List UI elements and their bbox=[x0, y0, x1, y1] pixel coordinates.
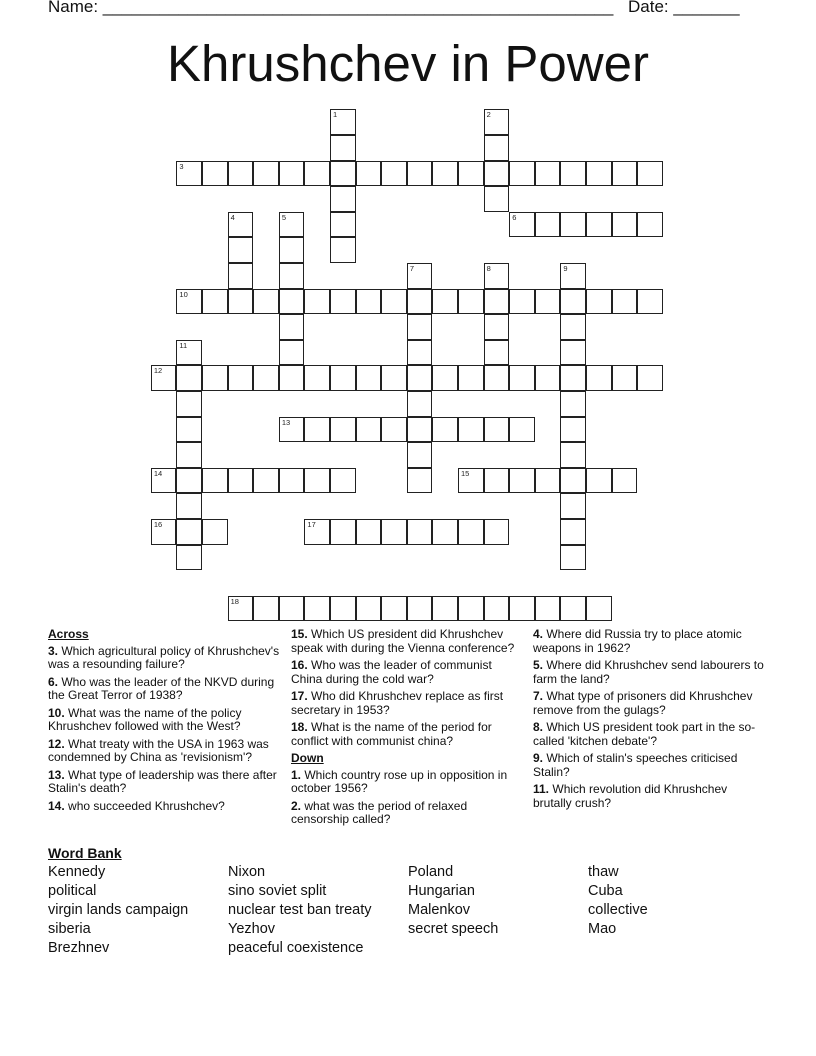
grid-cell[interactable] bbox=[612, 289, 638, 315]
word-bank-item: secret speech bbox=[408, 921, 499, 937]
grid-cell[interactable] bbox=[535, 596, 561, 622]
word-bank-item: thaw bbox=[588, 864, 619, 880]
grid-cell[interactable] bbox=[304, 365, 330, 391]
word-bank-item: Mao bbox=[588, 921, 617, 937]
grid-cell[interactable] bbox=[560, 545, 586, 571]
grid-cell[interactable] bbox=[586, 212, 612, 238]
grid-cell[interactable] bbox=[279, 340, 305, 366]
grid-cell[interactable] bbox=[560, 519, 586, 545]
word-bank-heading: Word Bank bbox=[48, 845, 122, 861]
grid-cell[interactable] bbox=[560, 468, 586, 494]
grid-cell[interactable] bbox=[253, 365, 279, 391]
grid-cell[interactable] bbox=[381, 365, 407, 391]
grid-cell[interactable] bbox=[612, 365, 638, 391]
grid-cell[interactable] bbox=[458, 289, 484, 315]
grid-cell[interactable] bbox=[176, 365, 202, 391]
clue-number: 10 bbox=[179, 289, 188, 299]
word-bank-item: Cuba bbox=[588, 883, 623, 899]
grid-cell[interactable] bbox=[458, 519, 484, 545]
grid-cell[interactable] bbox=[151, 519, 177, 545]
grid-cell[interactable] bbox=[202, 468, 228, 494]
grid-cell[interactable] bbox=[176, 391, 202, 417]
word-bank-column-4 bbox=[588, 863, 648, 939]
clue-number: 2 bbox=[486, 110, 491, 120]
grid-cell[interactable] bbox=[330, 161, 356, 187]
grid-cell[interactable] bbox=[228, 237, 254, 263]
grid-cell[interactable] bbox=[560, 289, 586, 315]
grid-cell[interactable] bbox=[407, 365, 433, 391]
grid-cell[interactable] bbox=[484, 161, 510, 187]
grid-cell[interactable] bbox=[279, 289, 305, 315]
grid-cell[interactable] bbox=[535, 365, 561, 391]
word-bank-column-2 bbox=[228, 863, 371, 958]
grid-cell[interactable] bbox=[304, 161, 330, 187]
grid-cell[interactable] bbox=[484, 340, 510, 366]
grid-cell[interactable] bbox=[535, 212, 561, 238]
clue-number: 16 bbox=[153, 519, 163, 529]
grid-cell[interactable] bbox=[176, 545, 202, 571]
grid-cell[interactable] bbox=[484, 417, 510, 443]
grid-cell[interactable] bbox=[407, 442, 433, 468]
grid-cell[interactable] bbox=[253, 596, 279, 622]
grid-cell[interactable] bbox=[330, 212, 356, 238]
grid-cell[interactable] bbox=[560, 161, 586, 187]
grid-cell[interactable] bbox=[228, 468, 254, 494]
clues-column-2 bbox=[291, 628, 523, 831]
grid-cell[interactable] bbox=[458, 417, 484, 443]
clue-number: 11 bbox=[179, 340, 188, 350]
grid-cell[interactable] bbox=[279, 263, 305, 289]
grid-cell[interactable] bbox=[407, 417, 433, 443]
grid-cell[interactable] bbox=[304, 417, 330, 443]
grid-cell[interactable] bbox=[509, 161, 535, 187]
grid-cell[interactable] bbox=[330, 237, 356, 263]
grid-cell[interactable] bbox=[176, 161, 202, 187]
grid-cell[interactable] bbox=[356, 365, 382, 391]
clue-number: 14 bbox=[153, 468, 163, 478]
grid-cell[interactable] bbox=[458, 161, 484, 187]
grid-cell[interactable] bbox=[432, 417, 458, 443]
clue-across-17: 17. Who did Khrushchev replace as first secretary in 1953? bbox=[291, 689, 504, 717]
grid-cell[interactable] bbox=[586, 468, 612, 494]
grid-cell[interactable] bbox=[228, 161, 254, 187]
word-bank-item: Malenkov bbox=[408, 902, 471, 918]
clue-number: 6 bbox=[512, 212, 517, 222]
grid-cell[interactable] bbox=[202, 289, 228, 315]
grid-cell[interactable] bbox=[560, 417, 586, 443]
grid-cell[interactable] bbox=[330, 417, 356, 443]
word-bank-item: Nixon bbox=[228, 864, 266, 880]
grid-cell[interactable] bbox=[560, 314, 586, 340]
grid-cell[interactable] bbox=[407, 161, 433, 187]
grid-cell[interactable] bbox=[151, 365, 177, 391]
grid-cell[interactable] bbox=[484, 109, 510, 135]
grid-cell[interactable] bbox=[381, 519, 407, 545]
word-bank-item: virgin lands campaign bbox=[48, 902, 189, 918]
grid-cell[interactable] bbox=[330, 365, 356, 391]
clue-number: 7 bbox=[409, 263, 414, 273]
grid-cell[interactable] bbox=[202, 519, 228, 545]
grid-cell[interactable] bbox=[560, 596, 586, 622]
grid-cell[interactable] bbox=[279, 161, 305, 187]
clue-number: 1 bbox=[333, 110, 338, 120]
grid-cell[interactable] bbox=[228, 596, 254, 622]
grid-cell[interactable] bbox=[356, 289, 382, 315]
grid-cell[interactable] bbox=[484, 519, 510, 545]
grid-cell[interactable] bbox=[330, 519, 356, 545]
grid-cell[interactable] bbox=[535, 289, 561, 315]
clue-across-6: 6. Who was the leader of the NKVD during the Great Terror of 1938? bbox=[48, 674, 275, 702]
grid-cell[interactable] bbox=[253, 468, 279, 494]
grid-cell[interactable] bbox=[381, 596, 407, 622]
grid-cell[interactable] bbox=[637, 365, 663, 391]
grid-cell[interactable] bbox=[484, 263, 510, 289]
down-heading: Down bbox=[291, 751, 324, 765]
clue-number: 18 bbox=[230, 596, 239, 606]
clue-down-2: 2. what was the period of relaxed censorship called? bbox=[291, 798, 468, 826]
clue-across-3: 3. Which agricultural policy of Khrushchev's was a resounding failure? bbox=[48, 643, 280, 671]
grid-cell[interactable] bbox=[407, 468, 433, 494]
grid-cell[interactable] bbox=[356, 161, 382, 187]
grid-cell[interactable] bbox=[458, 365, 484, 391]
clue-across-12: 12. What treaty with the USA in 1963 was condemned by China as 'revisionism'? bbox=[48, 736, 269, 764]
clue-number: 8 bbox=[486, 263, 491, 273]
word-bank-item: sino soviet split bbox=[228, 883, 327, 899]
clue-down-9: 9. Which of stalin's speeches criticised Stalin? bbox=[533, 751, 738, 779]
clue-number: 9 bbox=[563, 263, 568, 273]
grid-cell[interactable] bbox=[560, 391, 586, 417]
clue-across-16: 16. Who was the leader of communist China during the cold war? bbox=[291, 658, 492, 686]
grid-cell[interactable] bbox=[484, 596, 510, 622]
grid-cell[interactable] bbox=[228, 263, 254, 289]
grid-cell[interactable] bbox=[279, 237, 305, 263]
grid-cell[interactable] bbox=[176, 417, 202, 443]
grid-cell[interactable] bbox=[535, 161, 561, 187]
grid-cell[interactable] bbox=[484, 468, 510, 494]
grid-cell[interactable] bbox=[637, 212, 663, 238]
clue-down-1: 1. Which country rose up in opposition in october 1956? bbox=[291, 767, 508, 795]
clue-across-14: 14. who succeeded Khrushchev? bbox=[48, 798, 225, 813]
grid-cell[interactable] bbox=[560, 365, 586, 391]
clue-number: 17 bbox=[307, 519, 316, 529]
grid-cell[interactable] bbox=[458, 468, 484, 494]
grid-cell[interactable] bbox=[586, 596, 612, 622]
word-bank-column-1 bbox=[48, 863, 188, 958]
word-bank-item: Yezhov bbox=[228, 921, 276, 937]
clue-number: 13 bbox=[281, 417, 291, 427]
grid-cell[interactable] bbox=[612, 468, 638, 494]
word-bank-column-3 bbox=[408, 863, 498, 939]
grid-cell[interactable] bbox=[407, 340, 433, 366]
clue-number: 15 bbox=[461, 468, 470, 478]
clue-down-4: 4. Where did Russia try to place atomic weapons in 1962? bbox=[533, 627, 742, 655]
grid-cell[interactable] bbox=[484, 289, 510, 315]
grid-cell[interactable] bbox=[176, 340, 202, 366]
clues-column-3 bbox=[533, 628, 765, 814]
grid-cell[interactable] bbox=[637, 161, 663, 187]
grid-cell[interactable] bbox=[407, 289, 433, 315]
grid-cell[interactable] bbox=[407, 519, 433, 545]
word-bank-item: Hungarian bbox=[408, 883, 475, 899]
grid-cell[interactable] bbox=[330, 596, 356, 622]
grid-cell[interactable] bbox=[509, 468, 535, 494]
grid-cell[interactable] bbox=[253, 161, 279, 187]
word-bank-item: peaceful coexistence bbox=[228, 940, 364, 956]
grid-cell[interactable] bbox=[612, 161, 638, 187]
clue-down-8: 8. Which US president took part in the so-called 'kitchen debate'? bbox=[533, 720, 756, 748]
grid-cell[interactable] bbox=[560, 263, 586, 289]
clue-down-5: 5. Where did Khrushchev send labourers to farm the land? bbox=[533, 658, 764, 686]
grid-cell[interactable] bbox=[560, 442, 586, 468]
clue-number: 5 bbox=[281, 212, 286, 222]
grid-cell[interactable] bbox=[356, 417, 382, 443]
grid-cell[interactable] bbox=[484, 314, 510, 340]
grid-cell[interactable] bbox=[279, 417, 305, 443]
grid-cell[interactable] bbox=[356, 596, 382, 622]
clue-number: 3 bbox=[179, 161, 184, 171]
grid-cell[interactable] bbox=[432, 596, 458, 622]
grid-cell[interactable] bbox=[586, 365, 612, 391]
grid-cell[interactable] bbox=[279, 365, 305, 391]
grid-cell[interactable] bbox=[560, 340, 586, 366]
clue-across-10: 10. What was the name of the policy Khrushchev followed with the West? bbox=[48, 705, 242, 733]
grid-cell[interactable] bbox=[228, 365, 254, 391]
grid-cell[interactable] bbox=[458, 596, 484, 622]
clue-across-13: 13. What type of leadership was there after Stalin's death? bbox=[48, 767, 277, 795]
grid-cell[interactable] bbox=[381, 289, 407, 315]
grid-cell[interactable] bbox=[279, 212, 305, 238]
grid-cell[interactable] bbox=[176, 468, 202, 494]
grid-cell[interactable] bbox=[432, 365, 458, 391]
word-bank-item: Kennedy bbox=[48, 864, 106, 880]
page-title: Khrushchev in Power bbox=[167, 35, 649, 92]
clues-column-1 bbox=[48, 628, 280, 817]
grid-cell[interactable] bbox=[586, 161, 612, 187]
grid-cell[interactable] bbox=[484, 365, 510, 391]
date-field[interactable]: Date: _______ bbox=[628, 0, 740, 16]
grid-cell[interactable] bbox=[228, 289, 254, 315]
grid-cell[interactable] bbox=[304, 596, 330, 622]
clue-number: 4 bbox=[230, 212, 235, 222]
across-heading: Across bbox=[48, 627, 89, 641]
word-bank-item: Poland bbox=[408, 864, 454, 880]
grid-cell[interactable] bbox=[330, 186, 356, 212]
clue-down-11: 11. Which revolution did Khrushchev brutally crush? bbox=[533, 782, 728, 810]
name-field[interactable]: Name: ______________________________________________________ bbox=[48, 0, 614, 16]
grid-cell[interactable] bbox=[484, 186, 510, 212]
grid-cell[interactable] bbox=[637, 289, 663, 315]
word-bank-item: Brezhnev bbox=[48, 940, 110, 956]
grid-cell[interactable] bbox=[304, 519, 330, 545]
grid-cell[interactable] bbox=[228, 212, 254, 238]
clue-across-18: 18. What is the name of the period for conflict with communist china? bbox=[291, 720, 492, 748]
grid-cell[interactable] bbox=[176, 519, 202, 545]
grid-cell[interactable] bbox=[279, 314, 305, 340]
grid-cell[interactable] bbox=[381, 161, 407, 187]
grid-cell[interactable] bbox=[176, 493, 202, 519]
grid-cell[interactable] bbox=[509, 365, 535, 391]
grid-cell[interactable] bbox=[381, 417, 407, 443]
grid-cell[interactable] bbox=[330, 468, 356, 494]
grid-cell[interactable] bbox=[509, 212, 535, 238]
grid-cell[interactable] bbox=[304, 468, 330, 494]
grid-cell[interactable] bbox=[356, 519, 382, 545]
grid-cell[interactable] bbox=[432, 289, 458, 315]
grid-cell[interactable] bbox=[560, 493, 586, 519]
grid-cell[interactable] bbox=[509, 417, 535, 443]
grid-cell[interactable] bbox=[407, 314, 433, 340]
grid-cell[interactable] bbox=[407, 596, 433, 622]
grid-cell[interactable] bbox=[586, 289, 612, 315]
grid-cell[interactable] bbox=[432, 519, 458, 545]
grid-cell[interactable] bbox=[484, 135, 510, 161]
grid-cell[interactable] bbox=[330, 109, 356, 135]
grid-cell[interactable] bbox=[509, 596, 535, 622]
clue-down-7: 7. What type of prisoners did Khrushchev remove from the gulags? bbox=[533, 689, 753, 717]
grid-cell[interactable] bbox=[202, 365, 228, 391]
grid-cell[interactable] bbox=[407, 263, 433, 289]
grid-cell[interactable] bbox=[279, 596, 305, 622]
grid-cell[interactable] bbox=[612, 212, 638, 238]
word-bank-item: political bbox=[48, 883, 97, 899]
grid-cell[interactable] bbox=[560, 212, 586, 238]
grid-cell[interactable] bbox=[535, 468, 561, 494]
clue-across-15: 15. Which US president did Khrushchev speak with during the Vienna conference? bbox=[291, 627, 515, 655]
grid-cell[interactable] bbox=[202, 161, 228, 187]
word-bank-item: nuclear test ban treaty bbox=[228, 902, 372, 918]
grid-cell[interactable] bbox=[330, 289, 356, 315]
grid-cell[interactable] bbox=[432, 161, 458, 187]
grid-cell[interactable] bbox=[304, 289, 330, 315]
grid-cell[interactable] bbox=[509, 289, 535, 315]
grid-cell[interactable] bbox=[176, 442, 202, 468]
grid-cell[interactable] bbox=[330, 135, 356, 161]
word-bank-item: siberia bbox=[48, 921, 91, 937]
clue-number: 12 bbox=[153, 366, 163, 376]
grid-cell[interactable] bbox=[253, 289, 279, 315]
grid-cell[interactable] bbox=[176, 289, 202, 315]
grid-cell[interactable] bbox=[151, 468, 177, 494]
grid-cell[interactable] bbox=[407, 391, 433, 417]
word-bank-item: collective bbox=[588, 902, 648, 918]
grid-cell[interactable] bbox=[279, 468, 305, 494]
